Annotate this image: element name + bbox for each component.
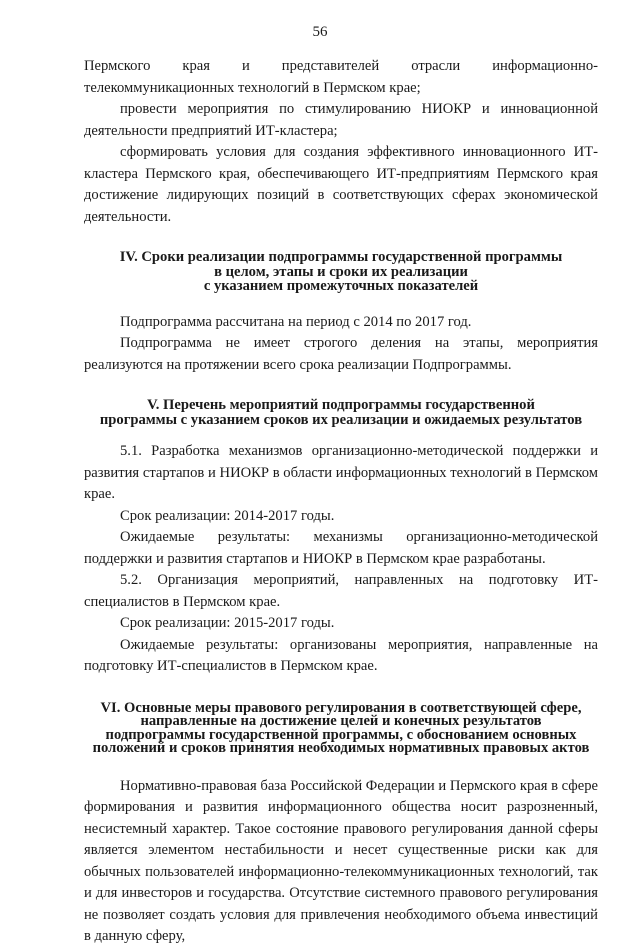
section-5-item-1: 5.1. Разработка механизмов организационно-методической поддержки и развития стартапов и НИОКР в области информационных технологий в Пермском крае. (84, 443, 598, 502)
section-6-heading-line: VI. Основные меры правового регулирования в соответствующей сфере, (100, 699, 582, 716)
section-5-item-1-term: Срок реализации: 2014-2017 годы. (120, 507, 335, 524)
section-4-heading (84, 250, 598, 294)
section-5-item-2-result: Ожидаемые результаты: организованы мероприятия, направленные на подготовку ИТ-специалистов в Пермском крае. (84, 636, 598, 674)
section-5-heading-line: V. Перечень мероприятий подпрограммы государственной (147, 397, 535, 413)
section-6-heading-line: направленные на достижение целей и конечных результатов (140, 713, 542, 729)
section-4-heading-block (84, 250, 598, 294)
document-body (84, 56, 598, 948)
section-5-item-2-term: Срок реализации: 2015-2017 годы. (120, 615, 335, 631)
section-5-item-1-result: Ожидаемые результаты: механизмы организационно-методической поддержки и развития стартапов и НИОКР в Пермском крае разработаны. (84, 529, 598, 567)
section-4-heading-line: с указанием промежуточных показателей (203, 278, 479, 294)
section-4-heading-line: IV. Сроки реализации подпрограммы государственной программы (119, 249, 563, 265)
intro-paragraph-3: сформировать условия для создания эффективного инновационного ИТ-кластера Пермского края, обеспечивающего ИТ-предприятиям Пермского края достижение лидирующих позиций в соответствующих сферах экономической деятельности. (84, 144, 598, 225)
section-6-heading (84, 699, 598, 756)
intro-paragraph-1: Пермского края и представителей отрасли информационно-телекоммуникационных технологий в Пермском крае; (84, 58, 598, 96)
section-5-heading-block (84, 398, 598, 427)
section-5-heading-line: программы с указанием сроков их реализации и ожидаемых результатов (99, 411, 583, 428)
section-6-paragraph-1: Нормативно-правовая база Российской Федерации и Пермского края в сфере формирования и развития информационного общества носит разрозненный, несистемный характер. Такое состояние правового регулирования данной сферы является элементом нестабильности и несет существенные риски как для обычных пользователей информационно-телекоммуникационных технологий, так и для инвесторов и государства. Отсутствие системного правового регулирования не позволяет создать условия для привлечения необходимого объема инвестиций в данную сферу, (84, 777, 598, 944)
section-6-heading-line: положений и сроков принятия необходимых нормативных правовых актов (92, 740, 590, 756)
section-4-paragraph-1: Подпрограмма рассчитана на период с 2014 по 2017 год. (120, 313, 472, 330)
section-5-item-2: 5.2. Организация мероприятий, направленных на подготовку ИТ-специалистов в Пермском крае. (84, 572, 598, 610)
section-6-heading-block (84, 699, 598, 756)
page-number: 56 (312, 24, 328, 40)
intro-paragraph-2: провести мероприятия по стимулированию НИОКР и инновационной деятельности предприятий ИТ-кластера; (84, 101, 598, 139)
section-4-paragraph-2: Подпрограмма не имеет строгого деления на этапы, мероприятия реализуются на протяжении всего срока реализации Подпрограммы. (84, 335, 598, 373)
section-4-heading-line: в целом, этапы и сроки их реализации (214, 263, 468, 280)
section-5-heading (84, 398, 598, 427)
section-6-heading-line: подпрограммы государственной программы, с обоснованием основных (105, 726, 577, 743)
